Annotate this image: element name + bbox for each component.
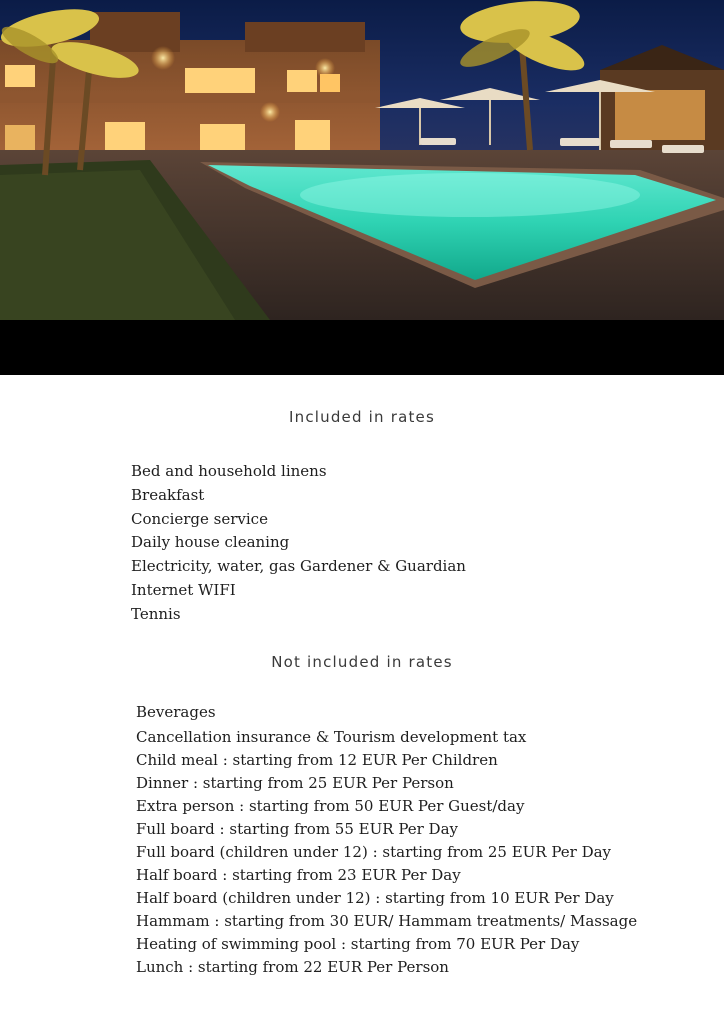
list-item: Daily house cleaning bbox=[131, 533, 290, 552]
list-item: Lunch : starting from 22 EUR Per Person bbox=[136, 958, 449, 976]
list-item: Cancellation insurance & Tourism development tax bbox=[136, 728, 527, 746]
list-item: Extra person : starting from 50 EUR Per Guest/day bbox=[136, 797, 525, 815]
list-item: Concierge service bbox=[131, 509, 268, 528]
list-item: Half board (children under 12) : starting from 10 EUR Per Day bbox=[136, 889, 614, 907]
not-included-list bbox=[136, 726, 637, 979]
list-item: Tennis bbox=[131, 604, 181, 623]
list-item: Full board (children under 12) : starting from 25 EUR Per Day bbox=[136, 843, 612, 861]
list-item: Heating of swimming pool : starting from 70 EUR Per Day bbox=[136, 935, 580, 953]
list-item: Bed and household linens bbox=[131, 462, 327, 480]
list-item: Beverages bbox=[136, 703, 216, 721]
list-item: Dinner : starting from 25 EUR Per Person bbox=[136, 774, 454, 792]
list-item: Electricity, water, gas Gardener & Guardian bbox=[131, 557, 466, 576]
list-item: Half board : starting from 23 EUR Per Day bbox=[136, 866, 461, 884]
list-item: Child meal : starting from 12 EUR Per Children bbox=[136, 751, 498, 769]
list-item: Hammam : starting from 30 EUR/ Hammam treatments/ Massage bbox=[136, 912, 638, 930]
list-item: Full board : starting from 55 EUR Per Day bbox=[136, 820, 458, 838]
included-list bbox=[131, 460, 466, 627]
not-included-heading: Not included in rates bbox=[271, 653, 453, 671]
list-item: Breakfast bbox=[131, 485, 205, 504]
hero-photo bbox=[0, 0, 724, 320]
list-item: Internet WIFI bbox=[131, 580, 236, 599]
black-band bbox=[0, 320, 724, 375]
included-heading: Included in rates bbox=[288, 408, 436, 426]
